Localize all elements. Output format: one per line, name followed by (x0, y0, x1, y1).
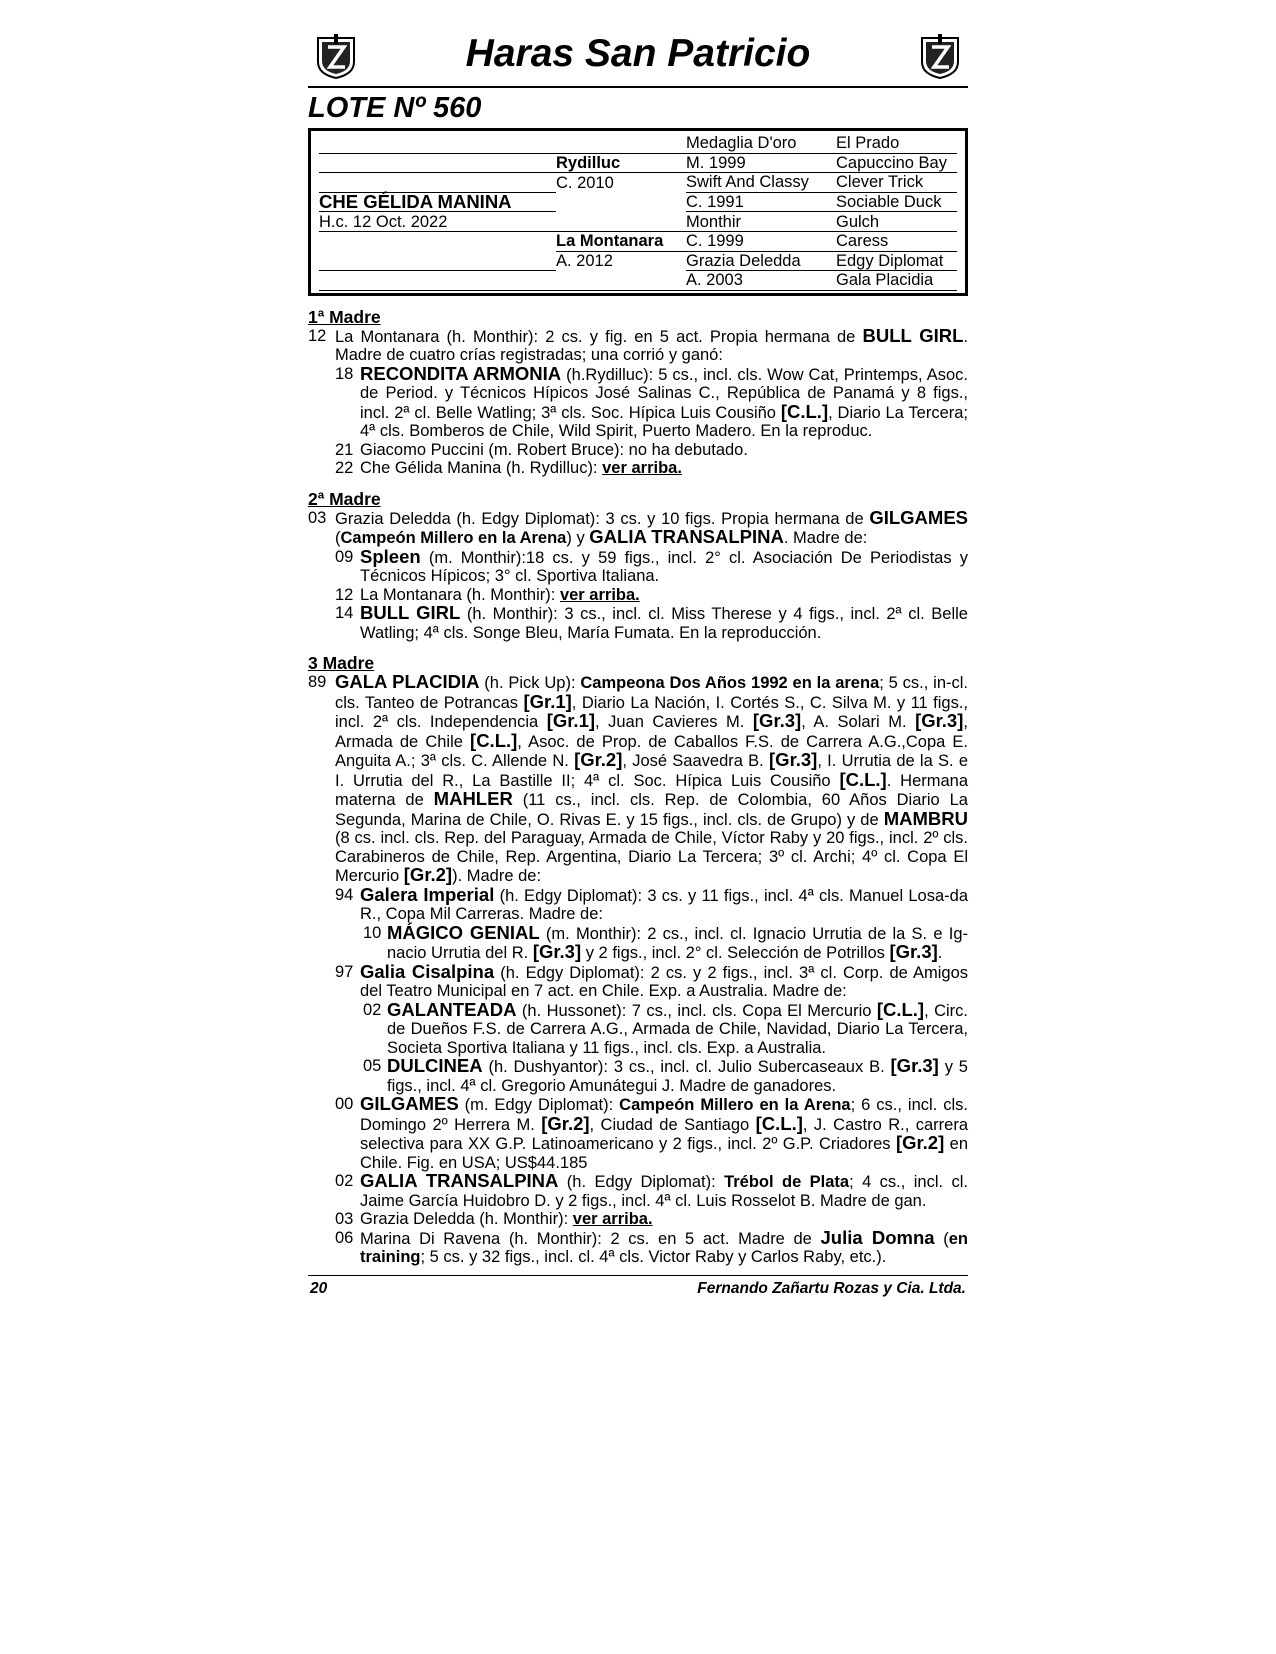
entry-text: (h. Edgy Diplomat): 3 cs. y 11 figs., incl. 4ª cls. Manuel Losa-da R., Copa Mil Carreras. Madre de: (360, 886, 969, 924)
entry-year: 12 (335, 585, 354, 604)
grade-tag: [Gr.1] (546, 710, 596, 732)
entry-year: 21 (335, 440, 354, 459)
pedigree-row (319, 271, 957, 291)
entry-text: , Circ. de Dueños F.S. de Carrera A.G., Armada de Chile, Navidad, Diario La Tercera, Societa Sportiva Italiana y 11 figs., incl. cls. Exp. a Australia. (387, 1001, 968, 1057)
entry-year: 02 (363, 1000, 382, 1019)
pedigree-cell: Swift And Classy (686, 173, 836, 193)
section-title: 3 Madre (308, 653, 375, 674)
pedigree-cell (319, 231, 556, 251)
pedigree-cell: A. 2012 (556, 252, 613, 271)
lot-number: LOTE Nº 560 (308, 92, 482, 124)
pedigree-cell (556, 134, 686, 153)
entry-text: Grazia Deledda (h. Edgy Diplomat): 3 cs. y 10 figs. Propia hermana de (335, 509, 870, 528)
pedigree-row (319, 212, 957, 232)
horse-name: GALA PLACIDIA (335, 671, 480, 693)
entry-text: (8 cs. incl. cls. Rep. del Paraguay, Armada de Chile, Víctor Raby y 20 figs., incl. 2º cls. Carabineros de Chile, Rep. Argentina, Diario La Tercera; 3º cl. Archi; 4º cl. Copa El Mercurio (335, 829, 968, 886)
grade-tag: [Gr.3] (890, 1055, 939, 1077)
horse-name: MÁGICO GENIAL (387, 921, 540, 943)
horse-name: BULL GIRL (862, 324, 964, 346)
entry-text: , I. Urrutia de la S. e I. Urrutia del R., La Bastille II; 4ª cl. Soc. Hípica Luis Cousiño (335, 752, 968, 790)
pedigree-cell: Clever Trick (836, 173, 957, 193)
section-title: 1ª Madre (308, 306, 381, 327)
entry-year: 06 (335, 1228, 354, 1247)
pedigree-cell: C. 2010 (556, 173, 614, 192)
produce-entry (308, 1172, 968, 1210)
first-dam-section (308, 308, 968, 478)
entry-text: (h.Rydilluc): 5 cs., incl. cls. Wow Cat, Printemps, Asoc. de Period. y Técnicos Hípicos José Salinas C., República de Panamá y 8 figs., incl. 2ª cl. Belle Watling; 3ª cls. Soc. Hípica Luis Cousiño (360, 365, 968, 422)
produce-entry (308, 998, 968, 1058)
entry-year: 94 (335, 885, 354, 904)
entry-text: . Madre de: (783, 529, 868, 548)
produce-entry (308, 604, 968, 642)
entry-year: 09 (335, 547, 354, 566)
horse-name: RECONDITA ARMONIA (360, 362, 562, 384)
entry-year: 89 (308, 673, 327, 692)
horse-name: Galera Imperial (360, 883, 495, 905)
title-award: Campeón Millero en la Arena (619, 1096, 851, 1115)
page-header (308, 28, 968, 88)
entry-text: . Hermana materna de (335, 771, 969, 810)
produce-entry (308, 960, 968, 1001)
see-above-link: ver arriba. (572, 1210, 653, 1229)
grade-tag: [Gr.3] (915, 710, 964, 732)
entry-year: 03 (308, 508, 327, 527)
horse-name: Julia Domna (820, 1226, 935, 1248)
pedigree-row (319, 231, 957, 251)
entry-text: , Diario La Tercera; 4ª cls. Bomberos de Chile, Wild Spirit, Puerto Madero. En la reproduc. (360, 403, 969, 441)
produce-entry (308, 545, 968, 586)
grade-tag: [C.L.] (839, 768, 887, 790)
entry-text: (h. Dushyantor): 3 cs., incl. cl. Julio Subercaseaux B. (482, 1058, 891, 1077)
grade-tag: [Gr.2] (895, 1132, 945, 1154)
horse-name: GALIA TRANSALPINA (589, 526, 784, 548)
entry-text: (11 cs., incl. cls. Rep. de Colombia, 60 Años Diario La Segunda, Marina de Chile, O. Rivas E. y 15 figs., incl. cls. de Grupo) y de (335, 791, 968, 829)
entry-text: , Juan Cavieres M. (595, 713, 753, 732)
entry-text: ; 4 cs., incl. cl. Jaime García Huidobro D. y 2 figs., incl. 4ª cl. Luis Rosselot B. Madre de gan. (360, 1173, 968, 1210)
pedigree-cell (556, 212, 686, 232)
status-text: en training (360, 1229, 968, 1267)
pedigree-cell (556, 192, 686, 212)
grade-tag: [C.L.] (755, 1112, 803, 1134)
grade-tag: [Gr.3] (532, 941, 582, 963)
pedigree-cell: M. 1999 (686, 153, 836, 173)
entry-text: , J. Castro R., carrera selectiva para XX G.P. Latinoamericano y 2 figs., incl. 2º G.P. Criadores (360, 1115, 968, 1154)
grade-tag: [Gr.3] (752, 710, 802, 732)
entry-year: 18 (335, 364, 354, 383)
pedigree-row (319, 251, 957, 271)
horse-name: GILGAMES (869, 506, 968, 528)
grade-tag: [Gr.3] (769, 749, 818, 771)
entry-text: La Montanara (h. Monthir): (360, 585, 560, 604)
produce-entry (308, 441, 968, 460)
grade-tag: [C.L.] (876, 998, 925, 1020)
dam-entry (308, 506, 968, 548)
pedigree-cell (319, 251, 556, 271)
pedigree-cell: El Prado (836, 134, 957, 153)
entry-year: 10 (363, 923, 382, 942)
pedigree-row (319, 173, 957, 193)
entry-year: 00 (335, 1095, 354, 1114)
company-name: Fernando Zañartu Rozas y Cia. Ltda. (697, 1279, 966, 1297)
pedigree-cell: Gala Placidia (836, 271, 957, 291)
pedigree-row (319, 192, 957, 212)
horse-name: BULL GIRL (360, 602, 461, 624)
produce-entry (308, 1226, 968, 1267)
entry-year: 02 (335, 1172, 354, 1191)
pedigree-cell: Gulch (836, 212, 957, 232)
entry-text: Grazia Deledda (h. Monthir): (360, 1210, 573, 1229)
grade-tag: [Gr.2] (403, 864, 453, 886)
grade-tag: [Gr.1] (523, 690, 572, 712)
entry-text: Marina Di Ravena (h. Monthir): 2 cs. en 5 act. Madre de (360, 1229, 821, 1248)
entry-text: ; 5 cs., in-cl. cls. Tanteo de Potrancas (335, 674, 968, 712)
entry-text: La Montanara (h. Monthir): 2 cs. y fig. en 5 act. Propia hermana de (335, 327, 863, 346)
see-above-link: ver arriba. (559, 585, 640, 604)
entry-text: (h. Monthir): 3 cs., incl. cl. Miss Therese y 4 figs., incl. 2ª cl. Belle Watling; 4ª cls. Songe Bleu, María Fumata. En la reproducción. (360, 605, 968, 642)
entry-text: Giacomo Puccini (m. Robert Bruce): no ha debutado. (360, 440, 748, 459)
produce-entry (308, 921, 968, 963)
pedigree-cell: Grazia Deledda (686, 251, 836, 271)
horse-name: Galia Cisalpina (360, 960, 495, 982)
entry-text: ( (335, 529, 341, 548)
entry-text: ( (934, 1229, 949, 1248)
pedigree-cell: Monthir (686, 212, 836, 232)
entry-text: , Armada de Chile (335, 713, 968, 751)
page-number: 20 (310, 1279, 328, 1297)
catalog-page (308, 28, 968, 1299)
entry-text: (h. Edgy Diplomat): 2 cs. y 2 figs., incl. 3ª cl. Corp. de Amigos del Teatro Municipal en 7 act. en Chile. Exp. a Australia. Madre de: (360, 963, 968, 1001)
produce-entry (308, 883, 969, 924)
entry-text: . (937, 944, 943, 963)
title-award: Trébol de Plata (724, 1173, 850, 1192)
entry-text: Che Gélida Manina (h. Rydilluc): (360, 459, 603, 478)
pedigree-cell (319, 271, 556, 291)
entry-text: (m. Monthir):18 cs. y 59 figs., incl. 2° cl. Asociación De Periodistas y Técnicos Hípicos; 3° cl. Sportiva Italiana. (360, 548, 968, 586)
grade-tag: [C.L.] (470, 729, 518, 751)
entry-text: ; 5 cs. y 32 figs., incl. cl. 4ª cls. Victor Raby y Carlos Raby, etc.). (420, 1248, 887, 1267)
page-footer (308, 1275, 968, 1299)
entry-text: , José Saavedra B. (622, 752, 770, 771)
second-dam-section (308, 490, 968, 643)
entry-text: en Chile. Fig. en USA; US$44.185 (360, 1135, 969, 1172)
entry-text: ; 6 cs., incl. cls. Domingo 2º Herrera M. (360, 1096, 968, 1134)
haras-logo-icon (918, 32, 962, 80)
pedigree-cell: Medaglia D'oro (686, 134, 836, 153)
horse-name: DULCINEA (387, 1055, 483, 1077)
grade-tag: [C.L.] (780, 400, 829, 422)
horse-name: GALIA TRANSALPINA (360, 1170, 559, 1192)
grade-tag: [Gr.2] (574, 749, 623, 771)
entry-text: , A. Solari M. (801, 713, 916, 732)
entry-year: 05 (363, 1057, 382, 1076)
entry-year: 03 (335, 1210, 354, 1229)
entry-text: ) y (566, 529, 590, 548)
grade-tag: [Gr.3] (889, 941, 938, 963)
pedigree-row (319, 153, 957, 173)
pedigree-cell: A. 2003 (686, 271, 836, 291)
entry-text: (m. Monthir): 2 cs., incl. cl. Ignacio Urrutia de la S. e Ig-nacio Urrutia del R. (387, 924, 968, 963)
pedigree-cell (556, 271, 686, 291)
pedigree-row (319, 134, 957, 153)
pedigree-cell: C. 1999 (686, 231, 836, 251)
horse-name: MAMBRU (883, 807, 968, 829)
section-title: 2ª Madre (308, 488, 381, 509)
pedigree-sire: Rydilluc (556, 153, 686, 173)
entry-text: , Diario La Nación, I. Cortés S., C. Silva M. y 11 figs., incl. 2ª cls. Independencia (335, 693, 968, 732)
entry-text: (h. Hussonet): 7 cs., incl. cls. Copa El Mercurio (516, 1001, 877, 1020)
pedigree-cell: Sociable Duck (836, 192, 957, 212)
entry-text: , Ciudad de Santiago (589, 1115, 756, 1134)
horse-name: GILGAMES (360, 1093, 459, 1115)
entry-year: 97 (335, 962, 354, 981)
entry-text: , Asoc. de Prop. de Caballos F.S. de Carrera A.G.,Copa E. Anguita A.; 3ª cls. C. Allende N. (335, 732, 968, 771)
entry-text: ). Madre de: (452, 867, 542, 886)
horse-name: Spleen (360, 545, 421, 567)
produce-entry (308, 459, 968, 478)
entry-year: 22 (335, 459, 354, 478)
horse-name: GALANTEADA (387, 998, 517, 1020)
entry-year: 12 (308, 326, 327, 345)
pedigree-table (319, 134, 957, 291)
produce-entry (308, 362, 969, 441)
entry-year: 14 (335, 604, 354, 623)
entry-text: (m. Edgy Diplomat): (458, 1096, 620, 1115)
pedigree-box (308, 128, 968, 296)
pedigree-cell (319, 134, 556, 153)
horse-name: MAHLER (433, 788, 513, 810)
entry-text: (h. Edgy Diplomat): (558, 1173, 725, 1192)
entry-text: (h. Pick Up): (479, 674, 581, 693)
page-title: Haras San Patricio (465, 32, 811, 75)
horse-birth: H.c. 12 Oct. 2022 (319, 212, 556, 232)
entry-text: y 2 figs., incl. 2° cl. Selección de Potrillos (581, 944, 890, 963)
horse-name: CHE GÉLIDA MANINA (319, 192, 556, 212)
entry-text: . Madre de cuatro crías registradas; una corrió y ganó: (335, 327, 968, 365)
pedigree-cell: Caress (836, 231, 957, 251)
produce-entry (308, 1095, 968, 1172)
third-dam-section (308, 654, 968, 1267)
title-award: Campeón Millero en la Arena (340, 529, 567, 548)
entry-text: y 5 figs., incl. 4ª cl. Gregorio Amunátegui J. Madre de ganadores. (387, 1058, 968, 1095)
pedigree-dam: La Montanara (556, 231, 686, 251)
dam-entry (308, 324, 968, 365)
pedigree-cell: Edgy Diplomat (836, 251, 957, 271)
pedigree-cell: Capuccino Bay (836, 153, 957, 173)
dam-entry (308, 673, 968, 886)
pedigree-cell (319, 153, 556, 173)
see-above-link: ver arriba. (602, 459, 682, 478)
grade-tag: [Gr.2] (541, 1112, 590, 1134)
pedigree-cell: C. 1991 (686, 192, 836, 212)
title-award: Campeona Dos Años 1992 en la arena (580, 674, 880, 693)
produce-entry (308, 1057, 968, 1095)
pedigree-cell (319, 173, 556, 193)
